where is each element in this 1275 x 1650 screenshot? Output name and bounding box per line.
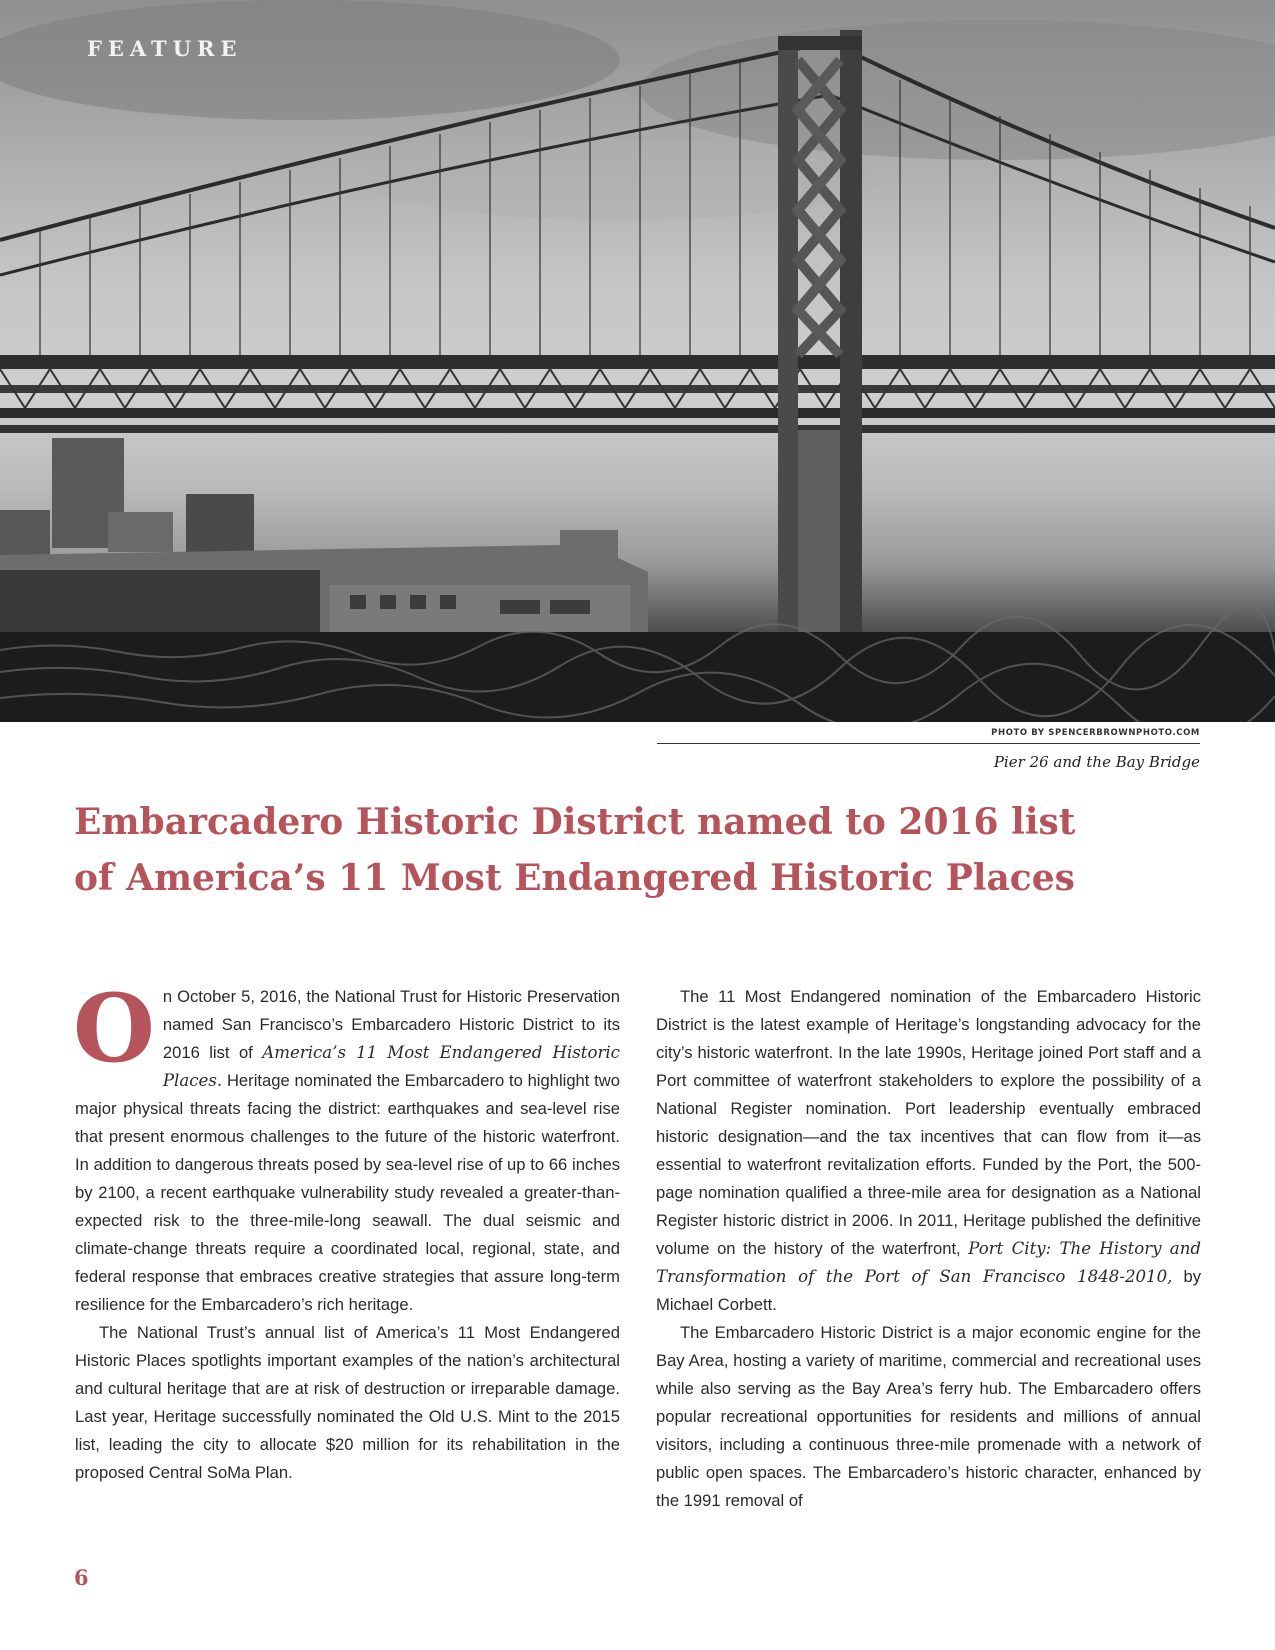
- paragraph-4: The Embarcadero Historic District is a major economic engine for the Bay Area, hosting a variety of maritime, commercial and recreational uses while also serving as the Bay Area’s ferry hub. The Embarcadero offers popular recreational opportunities for residents and millions of annual visitors, including a continuous three-mile promenade with a network of public open spaces. The Embarcadero’s historic character, enhanced by the 1991 removal of: [656, 1323, 1201, 1510]
- section-label: FEATURE: [87, 36, 243, 61]
- photo-caption: Pier 26 and the Bay Bridge: [993, 753, 1200, 771]
- p3-text-a: The 11 Most Endangered nomination of the Embarcadero Historic District is the latest example of Heritage’s longstanding advocacy for the city’s historic waterfront. In the late 1990s, Heritage joined Port staff and a Port committee of waterfront stakeholders to explore the possibility of a National Register nomination. Port leadership eventually embraced historic designation—and the tax incentives that can flow from it—as essential to waterfront revitalization efforts. Funded by the Port, the 500-page nomination qualified a three-mile area for designation as a National Register historic district in 2006. In 2011, Heritage published the definitive volume on the history of the waterfront,: [656, 987, 1201, 1258]
- p1-text-a: n October 5, 2016, the National Trust for Historic Preservation named San Francisco’s Embarcadero Historic District to its 2016 list of: [162, 987, 620, 1062]
- bay-bridge-photo-icon: [0, 0, 1275, 722]
- p3-text-b: by Michael Corbett.: [656, 1267, 1201, 1314]
- bay-bridge-photo: [0, 0, 1275, 722]
- right-column: [656, 983, 1201, 1515]
- paragraph-1: [73, 974, 620, 1319]
- dropcap: O: [73, 974, 155, 1084]
- photo-credit: PHOTO BY SPENCERBROWNPHOTO.COM: [991, 728, 1200, 738]
- article-headline: [74, 794, 1194, 906]
- credit-divider: [657, 743, 1200, 744]
- paragraph-2: The National Trust’s annual list of America’s 11 Most Endangered Historic Places spotlights important examples of the nation’s architectural and cultural heritage that are at risk of destruction or irreparable damage. Last year, Heritage successfully nominated the Old U.S. Mint to the 2015 list, leading the city to allocate $20 million for its rehabilitation in the proposed Central SoMa Plan.: [75, 1323, 620, 1482]
- p3-italic-title: Port City: The History and Transformation of the Port of San Francisco 1848-2010,: [656, 1239, 1202, 1286]
- headline-line-1: Embarcadero Historic District named to 2016 list: [74, 801, 1076, 843]
- left-column: [73, 974, 620, 1487]
- p1-italic-title: America’s 11 Most Endangered Historic Places.: [162, 1043, 620, 1090]
- page-number: 6: [74, 1565, 89, 1590]
- headline-line-2: of America’s 11 Most Endangered Historic Places: [74, 857, 1075, 899]
- p1-text-b: Heritage nominated the Embarcadero to highlight two major physical threats facing the district: earthquakes and sea-level rise that present enormous challenges to the future of the historic waterfront. In addition to dangerous threats posed by sea-level rise of up to 66 inches by 2100, a recent earthquake vulnerability study revealed a greater-than-expected risk to the three-mile-long seawall. The dual seismic and climate-change threats require a coordinated local, regional, state, and federal response that embraces creative strategies that assure long-term resilience for the Embarcadero’s rich heritage.: [75, 1071, 620, 1314]
- paragraph-3: [656, 983, 1201, 1319]
